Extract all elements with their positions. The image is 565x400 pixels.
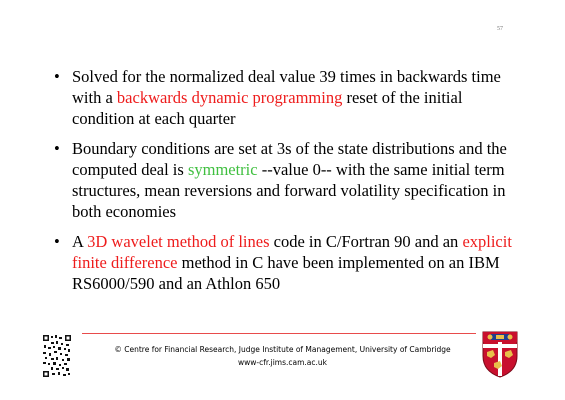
qr-code-icon: [42, 334, 72, 378]
bullet-text-3-c: code in C/Fortran 90 and an: [269, 232, 463, 251]
bullet-dot-icon: •: [54, 139, 60, 158]
bullet-item: [54, 231, 524, 294]
bullet-text-1-b: backwards dynamic programming: [116, 88, 343, 107]
bullet-text-2-b: symmetric: [187, 160, 258, 179]
footer-url: www-cfr.jims.cam.ac.uk: [237, 358, 328, 367]
bullet-text-1-a: Solved for the normalized deal value 39 times in backwards time with a: [72, 67, 501, 107]
bullet-text-2-a: Boundary conditions are set at 3s of the state distributions and the computed deal is: [72, 139, 507, 179]
bullet-text-3-d: explicit finite difference: [72, 232, 512, 272]
bullet-text-3-a: A: [72, 232, 88, 251]
bullet-dot-icon: •: [54, 232, 60, 251]
footer-copyright: © Centre for Financial Research, Judge Institute of Management, University of Cambridge: [114, 345, 451, 354]
bullet-list: [54, 66, 524, 303]
page-number: 57: [497, 26, 503, 32]
cambridge-crest-icon: [481, 330, 519, 378]
bullet-text-3-b: 3D wavelet method of lines: [87, 232, 270, 251]
bullet-text-2-c: --value 0-- with the same initial term structures, mean reversions and forward volatility specification in both economies: [72, 160, 506, 221]
bullet-item: [54, 66, 524, 129]
bullet-text-1-c: reset of the initial condition at each quarter: [72, 88, 463, 128]
bullet-text-3-e: method in C have been implemented on an IBM RS6000/590 and an Athlon 650: [72, 253, 500, 293]
bullet-item: [54, 138, 524, 222]
footer-divider: [82, 333, 476, 334]
bullet-dot-icon: •: [54, 67, 60, 86]
